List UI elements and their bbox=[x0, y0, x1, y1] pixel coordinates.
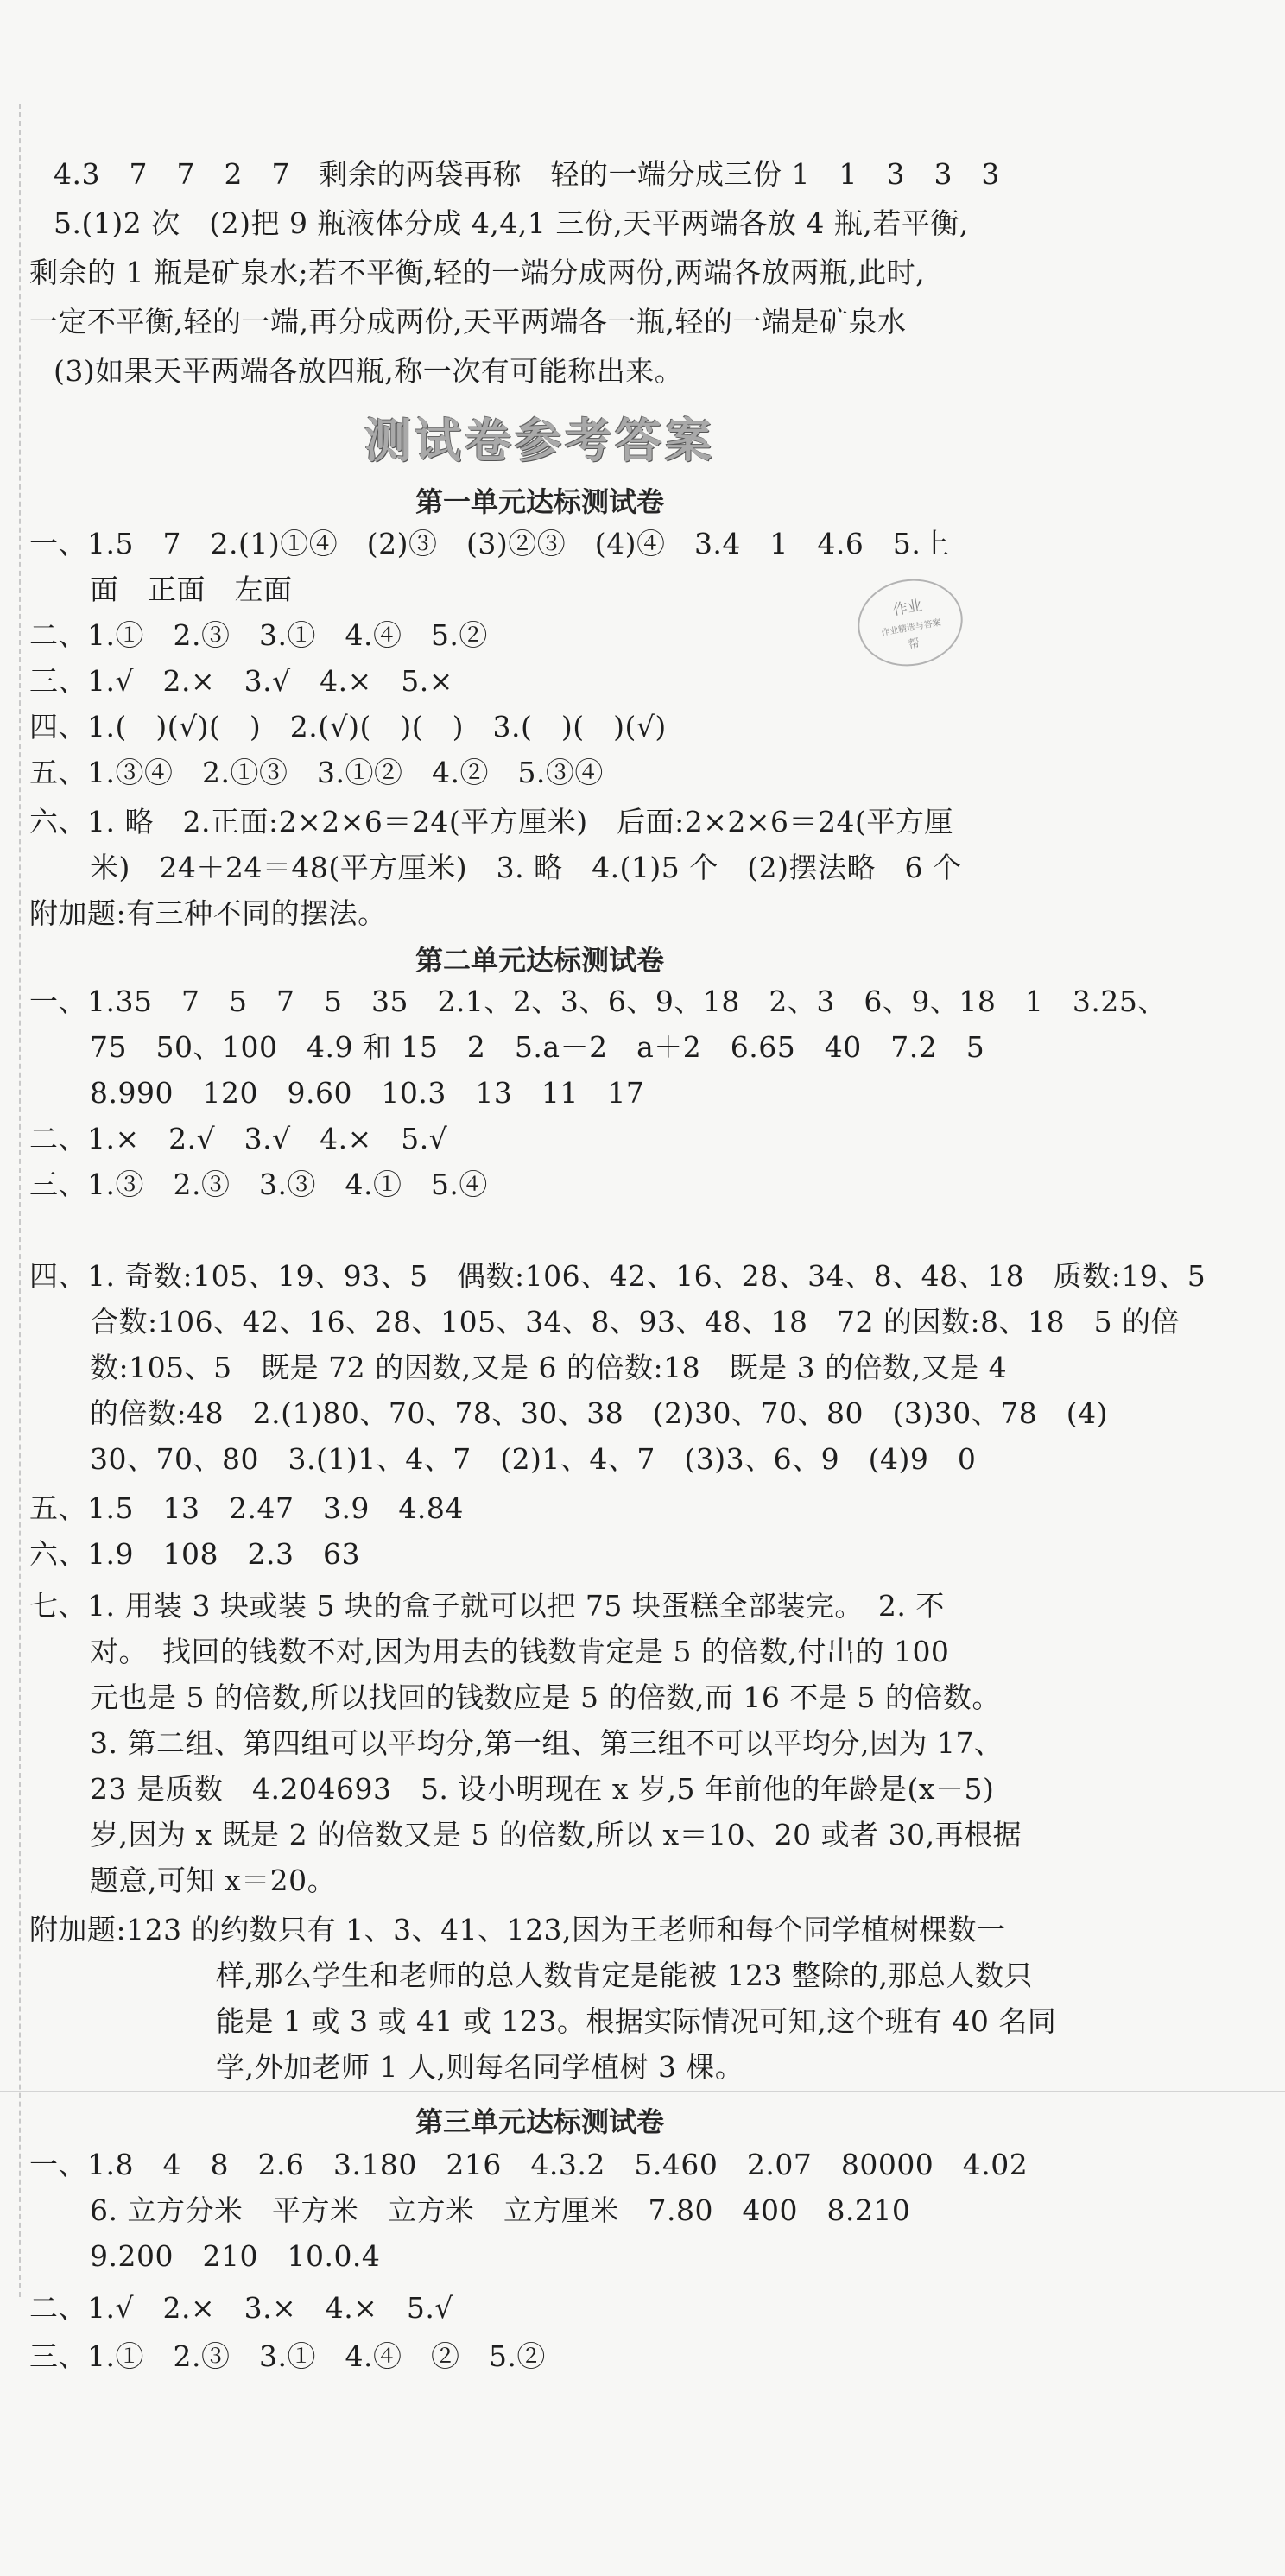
scan-rule-line bbox=[0, 2091, 1285, 2092]
text-line: 对。 找回的钱数不对,因为用去的钱数肯定是 5 的倍数,付出的 100 bbox=[90, 1635, 950, 1668]
text-line: 七、1. 用装 3 块或装 5 块的盒子就可以把 75 块蛋糕全部装完。 2. 不 bbox=[29, 1589, 945, 1623]
text-line: 附加题:有三种不同的摆法。 bbox=[29, 896, 387, 930]
text-line: 三、1.① 2.③ 3.① 4.④ ② 5.② bbox=[29, 2339, 546, 2373]
text-line: 六、1. 略 2.正面:2×2×6＝24(平方厘米) 后面:2×2×6＝24(平方厘 bbox=[29, 805, 953, 839]
text-line: (3)如果天平两端各放四瓶,称一次有可能称出来。 bbox=[54, 354, 684, 388]
text-line: 二、1.① 2.③ 3.① 4.④ 5.② bbox=[29, 618, 488, 652]
text-line: 题意,可知 x＝20。 bbox=[90, 1864, 337, 1897]
text-line: 8.990 120 9.60 10.3 13 11 17 bbox=[90, 1076, 645, 1110]
text-line: 3. 第二组、第四组可以平均分,第一组、第三组不可以平均分,因为 17、 bbox=[90, 1726, 1003, 1760]
text-line: 三、1.√ 2.× 3.√ 4.× 5.× bbox=[29, 664, 453, 698]
stamp-text: 帮 bbox=[907, 636, 921, 652]
text-line: 五、1.③④ 2.①③ 3.①② 4.② 5.③④ bbox=[29, 756, 604, 789]
page-title: 测试卷参考答案 bbox=[364, 414, 715, 468]
text-line: 样,那么学生和老师的总人数肯定是能被 123 整除的,那总人数只 bbox=[216, 1959, 1033, 1992]
text-line: 30、70、80 3.(1)1、4、7 (2)1、4、7 (3)3、6、9 (4)9 0 bbox=[90, 1442, 977, 1476]
text-line: 9.200 210 10.0.4 bbox=[90, 2239, 381, 2273]
text-line: 能是 1 或 3 或 41 或 123。根据实际情况可知,这个班有 40 名同 bbox=[216, 2004, 1057, 2038]
section-title-unit3: 第三单元达标测试卷 bbox=[415, 2105, 664, 2138]
text-line: 四、1. 奇数:105、19、93、5 偶数:106、42、16、28、34、8、48、18 质数:19、5 bbox=[29, 1259, 1206, 1293]
homework-stamp bbox=[851, 571, 970, 674]
text-line: 5.(1)2 次 (2)把 9 瓶液体分成 4,4,1 三份,天平两端各放 4 瓶,若平衡, bbox=[54, 206, 969, 240]
text-line: 一、1.5 7 2.(1)①④ (2)③ (3)②③ (4)④ 3.4 1 4.6 5.上 bbox=[29, 527, 950, 560]
text-line: 23 是质数 4.204693 5. 设小明现在 x 岁,5 年前他的年龄是(x－5) bbox=[90, 1772, 995, 1806]
text-line: 六、1.9 108 2.3 63 bbox=[29, 1537, 360, 1571]
text-line: 75 50、100 4.9 和 15 2 5.a－2 a＋2 6.65 40 7.2 5 bbox=[90, 1030, 985, 1064]
text-line: 五、1.5 13 2.47 3.9 4.84 bbox=[29, 1491, 464, 1525]
text-line: 一、1.8 4 8 2.6 3.180 216 4.3.2 5.460 2.07 80000 4.02 bbox=[29, 2148, 1029, 2181]
text-line: 合数:106、42、16、28、105、34、8、93、48、18 72 的因数:8、18 5 的倍 bbox=[90, 1305, 1181, 1339]
text-line: 二、1.√ 2.× 3.× 4.× 5.√ bbox=[29, 2291, 453, 2325]
text-line: 一定不平衡,轻的一端,再分成两份,天平两端各一瓶,轻的一端是矿泉水 bbox=[29, 305, 907, 339]
stamp-text: 作业 bbox=[891, 597, 924, 620]
section-title-unit2: 第二单元达标测试卷 bbox=[415, 944, 664, 977]
text-line: 面 正面 左面 bbox=[90, 573, 293, 606]
text-line: 四、1.( )(√)( ) 2.(√)( )( ) 3.( )( )(√) bbox=[29, 710, 667, 744]
text-line: 学,外加老师 1 人,则每名同学植树 3 棵。 bbox=[216, 2050, 744, 2084]
text-line: 数:105、5 既是 72 的因数,又是 6 的倍数:18 既是 3 的倍数,又是 4 bbox=[90, 1351, 1008, 1384]
text-line: 剩余的 1 瓶是矿泉水;若不平衡,轻的一端分成两份,两端各放两瓶,此时, bbox=[29, 256, 926, 289]
text-line: 三、1.③ 2.③ 3.③ 4.① 5.④ bbox=[29, 1168, 488, 1201]
text-line: 附加题:123 的约数只有 1、3、41、123,因为王老师和每个同学植树棵数一 bbox=[29, 1913, 1006, 1946]
section-title-unit1: 第一单元达标测试卷 bbox=[415, 485, 664, 518]
text-line: 二、1.× 2.√ 3.√ 4.× 5.√ bbox=[29, 1122, 448, 1155]
text-line: 岁,因为 x 既是 2 的倍数又是 5 的倍数,所以 x＝10、20 或者 30,再根据 bbox=[90, 1818, 1022, 1851]
text-line: 米) 24＋24＝48(平方厘米) 3. 略 4.(1)5 个 (2)摆法略 6 个 bbox=[90, 851, 962, 884]
text-line: 4.3 7 7 2 7 剩余的两袋再称 轻的一端分成三份 1 1 3 3 3 bbox=[54, 157, 1000, 191]
stamp-text: 作业精选与答案 bbox=[880, 617, 942, 638]
text-line: 的倍数:48 2.(1)80、70、78、30、38 (2)30、70、80 (3)30、78 (4) bbox=[90, 1396, 1108, 1430]
text-line: 一、1.35 7 5 7 5 35 2.1、2、3、6、9、18 2、3 6、9、18 1 3.25、 bbox=[29, 984, 1167, 1018]
text-line: 6. 立方分米 平方米 立方米 立方厘米 7.80 400 8.210 bbox=[90, 2193, 911, 2227]
text-line: 元也是 5 的倍数,所以找回的钱数应是 5 的倍数,而 16 不是 5 的倍数。 bbox=[90, 1680, 1001, 1714]
